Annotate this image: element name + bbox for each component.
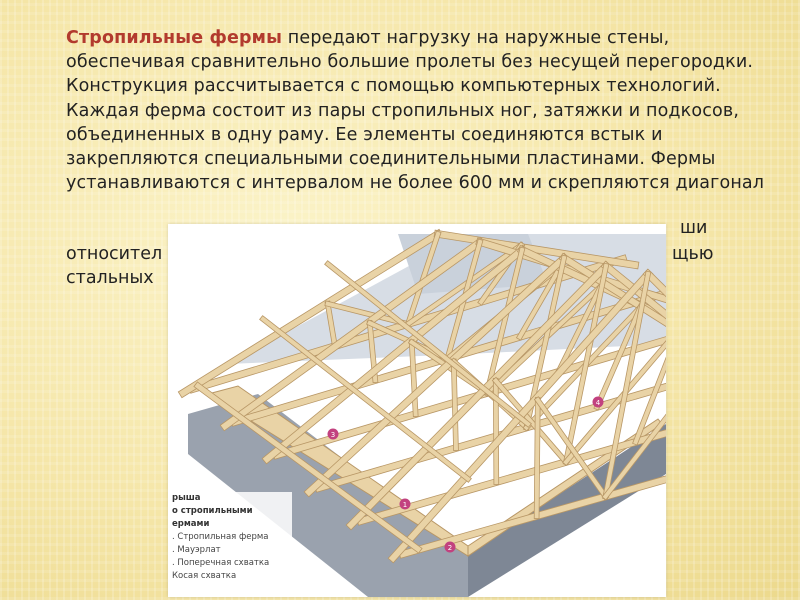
callout-3 [328,429,339,440]
figure-legend [172,492,292,583]
lead-term: Стропильные фермы [66,28,283,48]
timber-beam [454,362,456,449]
svg-text:2: 2 [447,544,453,552]
legend-item: . Поперечная схватка [172,558,270,568]
body-text: передают нагрузку на наружные стены, обеспечивая сравнительно большие пролеты без несущей перегородки. Конструкция рассчитывается с помощью компьютерных технологий. Каждая ферма состоит из пары стропильных ног, затяжки и подкосов, объединенных в одну раму. Ее элементы соединяются встык и закрепляются специальными соединительными пластинами. Фермы устанавливаются с интервалом не более 600 мм и скрепляются диагонал [66,28,765,194]
text-fragment-3: щью [672,244,714,264]
callout-1 [400,499,411,510]
svg-text:3: 3 [330,431,336,439]
text-fragment-4: стальных [66,268,154,288]
roof-truss-illustration [168,224,666,597]
legend-item: . Мауэрлат [172,545,221,555]
callout-4 [593,397,604,408]
legend-title-line: рыша [172,493,201,503]
legend-item: . Стропильная ферма [172,532,269,542]
legend-title-line: о стропильными [172,506,253,516]
svg-text:1: 1 [402,501,408,509]
callout-2 [445,542,456,553]
legend-title-line: ермами [172,519,210,529]
svg-text:4: 4 [595,399,601,407]
legend-item: Косая схватка [172,571,237,581]
text-fragment-1: ши [680,218,708,238]
text-fragment-2: относител [66,244,163,264]
timber-beam [537,400,538,516]
slide-body [66,26,766,195]
